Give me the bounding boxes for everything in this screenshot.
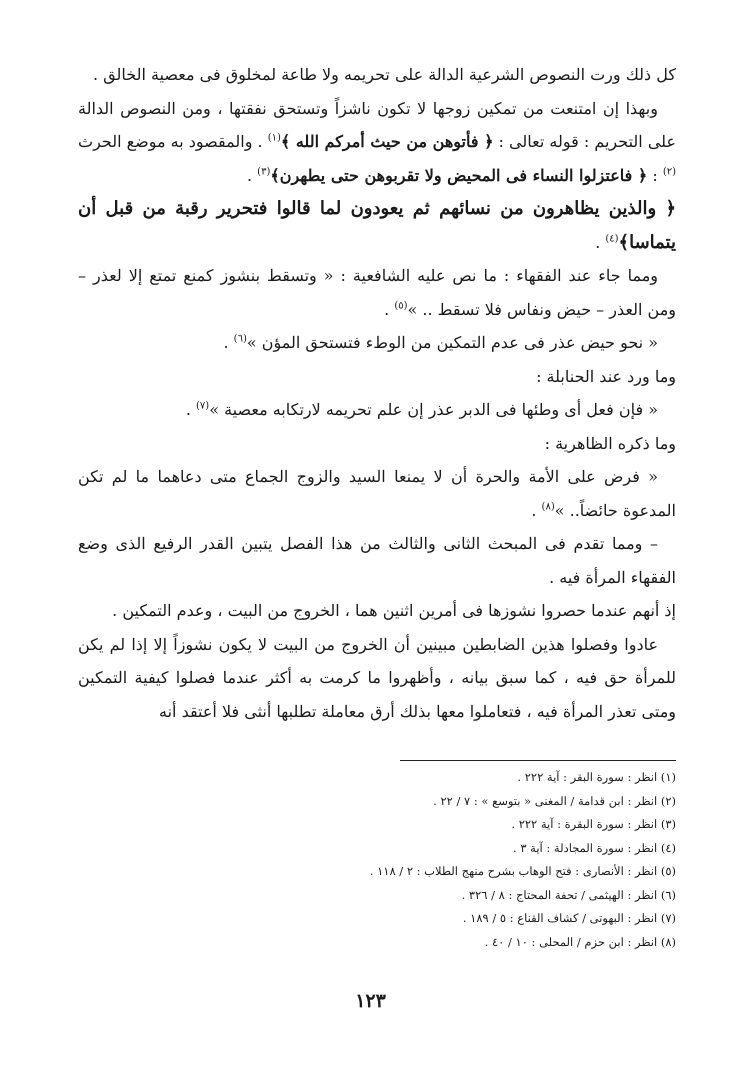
paragraph-7-end: . bbox=[185, 400, 196, 419]
main-text bbox=[78, 58, 676, 728]
paragraph-9-text: « فرض على الأمة والحرة أن لا يمنعا السيد والزوج الجماع متى دعاهما ما لم تكن المدعوة حائضاً.. » bbox=[78, 467, 676, 520]
paragraph-5-text: « نحو حيض عذر فى عدم التمكين من الوطء فتستحق المؤن » bbox=[246, 333, 658, 352]
paragraph-9 bbox=[78, 460, 676, 527]
footnote-ref-1[interactable]: (١) bbox=[267, 132, 281, 144]
footnote-1: (١) انظر : سورة البقر : آية ٢٢٢ . bbox=[517, 770, 676, 784]
paragraph-12 bbox=[78, 628, 676, 729]
footnote-ref-5[interactable]: (٥) bbox=[394, 300, 408, 312]
footnotes-list bbox=[300, 766, 676, 954]
paragraph-10 bbox=[78, 527, 676, 594]
footnote-2: (٢) انظر : ابن قدامة / المغنى « بتوسع » : ٧ / ٢٢ . bbox=[433, 793, 676, 808]
footnote-ref-7[interactable]: (٧) bbox=[196, 400, 210, 412]
paragraph-8 bbox=[78, 427, 676, 461]
paragraph-11-text: إذ أنهم عندما حصروا نشوزها فى أمرين اثنين هما ، الخروج من البيت ، وعدم التمكين . bbox=[112, 601, 676, 620]
paragraph-3-end: . bbox=[595, 232, 606, 252]
paragraph-4-text: ومما جاء عند الفقهاء : ما نص عليه الشافعية : « وتسقط بنشوز كمنع تمتع إلا لعذر – ومن العذر – حيض ونفاس فلا تسقط .. » bbox=[78, 266, 676, 319]
footnote-ref-2[interactable]: (٢) bbox=[662, 166, 676, 178]
footnote-3: (٣) انظر : سورة البقرة : آية ٢٢٢ . bbox=[511, 817, 676, 831]
quran-verse-2: ﴿ فاعتزلوا النساء فى المحيض ولا تقربوهن حتى يطهرن﴾ bbox=[270, 165, 648, 185]
paragraph-7 bbox=[78, 393, 676, 427]
quran-verse-1: ﴿ فأتوهن من حيث أمركم الله ﴾ bbox=[280, 132, 494, 151]
paragraph-6-text: وما ورد عند الحنابلة : bbox=[536, 366, 676, 386]
paragraph-4 bbox=[78, 259, 676, 326]
footnote-ref-4[interactable]: (٤) bbox=[605, 233, 619, 245]
paragraph-2-text-b: . والمقصود به موضع الحرث bbox=[78, 132, 268, 151]
paragraph-1 bbox=[78, 58, 676, 92]
footnote-ref-3[interactable]: (٣) bbox=[257, 166, 271, 178]
paragraph-10-text: – ومما تقدم فى المبحث الثانى والثالث من هذا الفصل يتبين القدر الرفيع الذى وضع الفقهاء المرأة فيه . bbox=[78, 534, 676, 587]
page-number: ١٢٣ bbox=[355, 990, 386, 1012]
paragraph-8-text: وما ذكره الظاهرية : bbox=[544, 433, 676, 453]
paragraph-2-text-c: : bbox=[647, 165, 663, 185]
paragraph-1-text: كل ذلك ورت النصوص الشرعية الدالة على تحريمه ولا طاعة لمخلوق فى معصية الخالق . bbox=[92, 65, 676, 84]
quran-verse-3: ﴿ والذين يظاهرون من نسائهم ثم يعودون لما قالوا فتحرير رقبة من قبل أن يتماسا﴾ bbox=[78, 198, 676, 253]
footnote-8: (٨) انظر : ابن حزم / المحلى : ١٠ / ٤٠ . bbox=[484, 934, 676, 949]
footnote-4: (٤) انظر : سورة المجادلة : آية ٣ . bbox=[513, 840, 676, 855]
footnote-6: (٦) انظر : الهيثمى / تحفة المحتاج : ٨ / ٣٢٦ . bbox=[461, 887, 676, 902]
footnote-ref-6[interactable]: (٦) bbox=[233, 333, 247, 345]
footnote-ref-8[interactable]: (٨) bbox=[541, 501, 555, 513]
footnote-divider bbox=[400, 760, 676, 761]
paragraph-2-text-a: وبهذا إن امتنعت من تمكين زوجها لا تكون ناشزاً وتستحق نفقتها ، ومن النصوص الدالة على التحريم : قوله تعالى : bbox=[78, 98, 677, 151]
footnote-5: (٥) انظر : الأنصارى : فتح الوهاب بشرح منهج الطلاب : ٢ / ١١٨ . bbox=[369, 864, 676, 878]
paragraph-2 bbox=[78, 92, 676, 193]
paragraph-5 bbox=[78, 326, 676, 360]
paragraph-11 bbox=[78, 594, 676, 628]
paragraph-2-text-d: . bbox=[246, 165, 258, 185]
paragraph-4-end: . bbox=[384, 299, 395, 319]
paragraph-3 bbox=[78, 192, 676, 259]
footnote-7: (٧) انظر : البهوتى / كشاف القناع : ٥ / ١٨٩ . bbox=[462, 911, 676, 925]
paragraph-7-text: « فإن فعل أى وطئها فى الدبر عذر إن علم تحريمه لارتكابه معصية » bbox=[209, 400, 658, 419]
paragraph-12-text: عادوا وفصلوا هذين الضابطين مبينين أن الخروج من البيت لا يكون نشوزاً إلا إذا لم يكن للمرأة حق فيه ، كما سبق بيانه ، وأظهروا ما كرمت به أكثر عندما فصلوا كيفية التمكين ومتى تعذر المرأة فيه ، فتعاملوا معها بذلك أرق معاملة تطلبها أنثى فلا أعتقد أنه bbox=[78, 634, 676, 721]
paragraph-5-end: . bbox=[223, 333, 234, 352]
paragraph-6 bbox=[78, 360, 676, 394]
paragraph-9-end: . bbox=[531, 500, 542, 520]
